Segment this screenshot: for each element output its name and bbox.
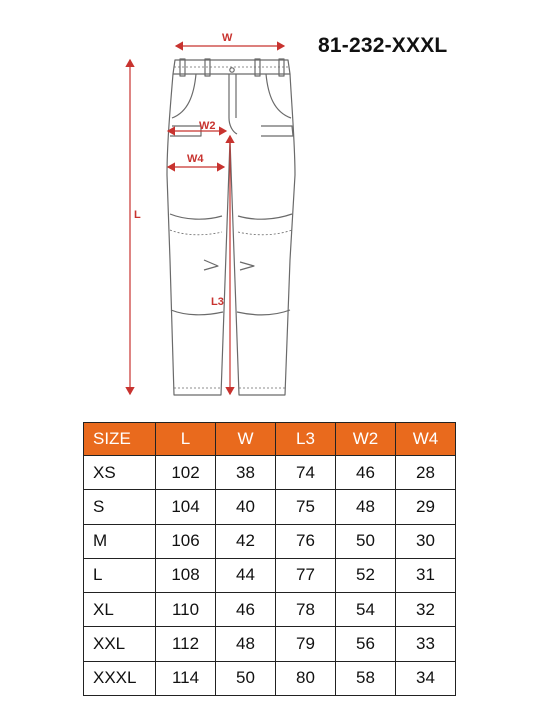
table-cell: 58	[336, 661, 396, 695]
table-cell: 33	[396, 627, 456, 661]
table-cell: 42	[216, 524, 276, 558]
table-row	[84, 524, 456, 558]
table-cell: 102	[156, 456, 216, 490]
header-w2: W2	[336, 423, 396, 456]
table-cell: 112	[156, 627, 216, 661]
table-row	[84, 627, 456, 661]
header-l: L	[156, 423, 216, 456]
table-cell: 79	[276, 627, 336, 661]
w-label: W	[222, 32, 233, 44]
table-cell: 104	[156, 490, 216, 524]
product-code: 81-232-XXXL	[318, 34, 448, 57]
table-cell: 108	[156, 558, 216, 592]
table-cell: 34	[396, 661, 456, 695]
size-cell: XXXL	[84, 661, 156, 695]
w4-label: W4	[187, 153, 204, 165]
table-cell: 44	[216, 558, 276, 592]
table-cell: 46	[336, 456, 396, 490]
table-cell: 30	[396, 524, 456, 558]
table-cell: 28	[396, 456, 456, 490]
header-w: W	[216, 423, 276, 456]
header-w4: W4	[396, 423, 456, 456]
w2-label: W2	[199, 120, 216, 132]
table-cell: 31	[396, 558, 456, 592]
table-row	[84, 490, 456, 524]
table-cell: 48	[216, 627, 276, 661]
table-row	[84, 593, 456, 627]
table-row	[84, 558, 456, 592]
size-cell: L	[84, 558, 156, 592]
table-cell: 76	[276, 524, 336, 558]
table-cell: 50	[216, 661, 276, 695]
table-cell: 52	[336, 558, 396, 592]
l-label: L	[134, 209, 141, 221]
size-cell: XL	[84, 593, 156, 627]
table-cell: 78	[276, 593, 336, 627]
table-cell: 46	[216, 593, 276, 627]
table-cell: 56	[336, 627, 396, 661]
table-cell: 32	[396, 593, 456, 627]
table-cell: 54	[336, 593, 396, 627]
table-cell: 106	[156, 524, 216, 558]
trousers-outline	[167, 59, 295, 395]
table-cell: 38	[216, 456, 276, 490]
table-cell: 48	[336, 490, 396, 524]
header-size: SIZE	[84, 423, 156, 456]
table-cell: 75	[276, 490, 336, 524]
table-cell: 29	[396, 490, 456, 524]
header-l3: L3	[276, 423, 336, 456]
size-cell: S	[84, 490, 156, 524]
table-cell: 74	[276, 456, 336, 490]
size-table	[83, 422, 456, 696]
table-cell: 80	[276, 661, 336, 695]
size-table-header-row	[84, 423, 456, 456]
table-cell: 77	[276, 558, 336, 592]
table-cell: 40	[216, 490, 276, 524]
dimension-lines	[130, 46, 284, 394]
size-cell: XS	[84, 456, 156, 490]
l3-label: L3	[211, 296, 224, 308]
size-cell: XXL	[84, 627, 156, 661]
table-cell: 114	[156, 661, 216, 695]
table-row	[84, 456, 456, 490]
table-row	[84, 661, 456, 695]
table-cell: 50	[336, 524, 396, 558]
size-cell: M	[84, 524, 156, 558]
table-cell: 110	[156, 593, 216, 627]
